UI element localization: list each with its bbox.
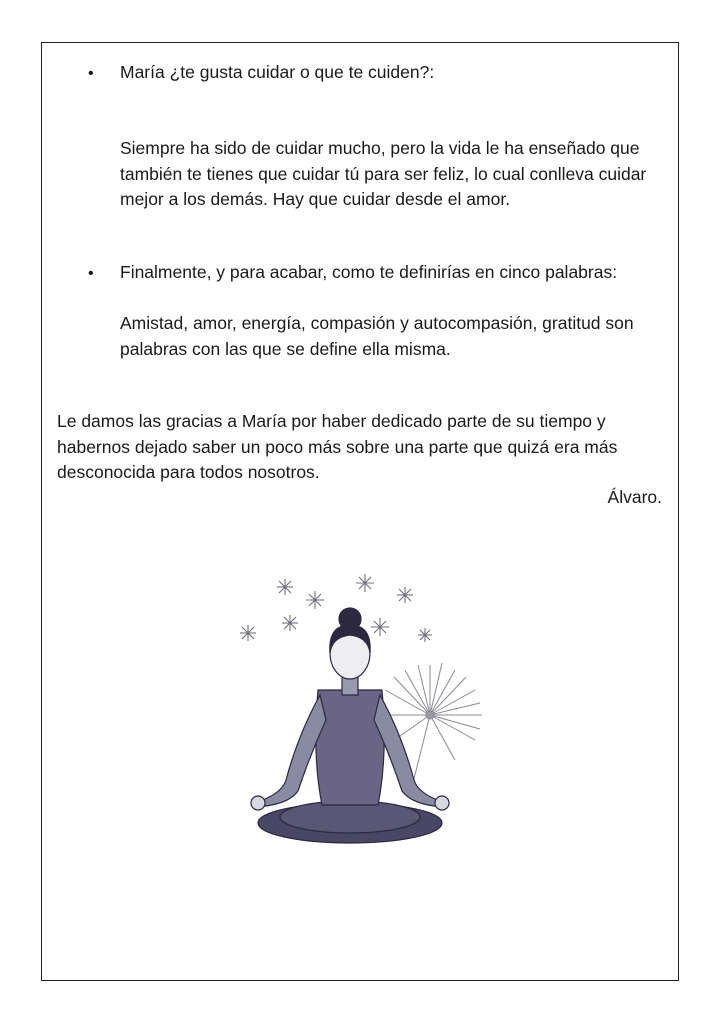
meditating-woman	[251, 608, 449, 843]
answer-2: Amistad, amor, energía, compasión y autocompasión, gratitud son palabras con las que se define ella misma.	[120, 313, 634, 359]
meditating-woman-with-dandelion-icon	[190, 555, 510, 845]
closing-paragraph: Le damos las gracias a María por haber dedicado parte de su tiempo y habernos dejado saber un poco más sobre una parte que quizá era más desconocida para todos nosotros.	[57, 411, 618, 482]
bullet-1: •	[88, 65, 94, 82]
question-2: Finalmente, y para acabar, como te definirías en cinco palabras:	[120, 262, 618, 282]
answer-1: Siempre ha sido de cuidar mucho, pero la vida le ha enseñado que también te tienes que cuidar tú para ser feliz, lo cual conlleva cuidar mejor a los demás. Hay que cuidar desde el amor.	[120, 138, 647, 209]
question-1: María ¿te gusta cuidar o que te cuiden?:	[120, 62, 435, 82]
bullet-2: •	[88, 265, 94, 282]
signature: Álvaro.	[607, 487, 662, 507]
